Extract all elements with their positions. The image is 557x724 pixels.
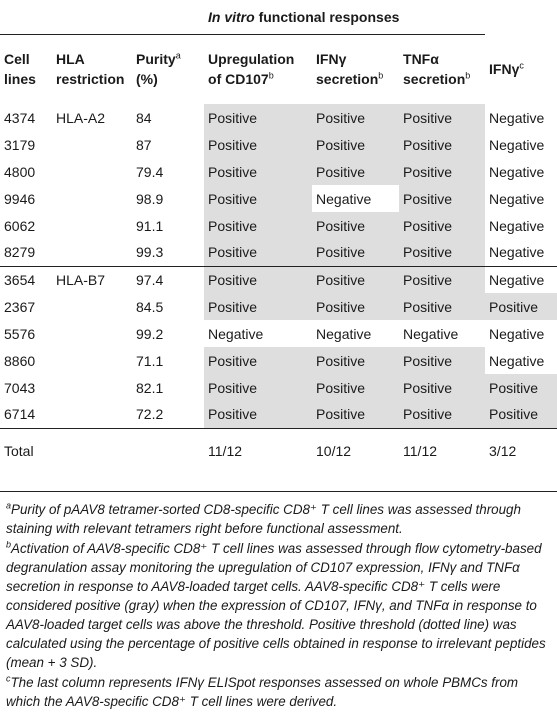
table-row xyxy=(0,239,557,266)
cell-purity: 91.1 xyxy=(136,217,164,234)
cell-ifng-sec: Positive xyxy=(312,158,399,185)
cell-cd107: Positive xyxy=(204,266,312,293)
table-row xyxy=(0,158,557,185)
cell-hla xyxy=(52,293,132,320)
table-bottom-rule xyxy=(0,491,557,492)
cell-ifng-sec: Positive xyxy=(312,293,399,320)
cell-ifng: Negative xyxy=(489,163,545,180)
cell-cell: 3654 xyxy=(0,266,52,293)
table-row xyxy=(0,104,557,131)
cell-cd107: Positive xyxy=(204,212,312,239)
cell-cd107: Positive xyxy=(204,131,312,158)
super-header-text: functional responses xyxy=(258,8,400,25)
cell-hla: HLA-A2 xyxy=(56,109,106,126)
cell-tnfa-sec: Positive xyxy=(399,266,485,293)
cell-purity: 79.4 xyxy=(136,163,164,180)
cell-ifng: Positive xyxy=(485,293,557,320)
cell-tnfa-sec: Positive xyxy=(399,212,485,239)
cell-tnfa-sec: Positive xyxy=(399,104,485,131)
table-row xyxy=(0,266,557,293)
cell-cell: 4800 xyxy=(4,163,36,180)
cell-cell: 6062 xyxy=(4,217,36,234)
cell-cd107: Positive xyxy=(204,185,312,212)
cell-ifng: Negative xyxy=(489,325,545,342)
cell-purity: 99.3 xyxy=(136,244,164,261)
super-header xyxy=(204,0,485,34)
cell-ifng: Negative xyxy=(489,217,545,234)
total-row xyxy=(0,428,557,474)
cell-tnfa-sec: Positive xyxy=(399,158,485,185)
cell-tnfa-sec: Positive xyxy=(399,131,485,158)
cell-tnfa-sec: Negative xyxy=(403,325,459,342)
total-label: Total xyxy=(0,428,52,474)
cell-cd107: Positive xyxy=(204,104,312,131)
cell-cd107: Positive xyxy=(204,239,312,266)
table-row xyxy=(0,212,557,239)
cell-ifng: Negative xyxy=(485,266,557,293)
cell-cell: 8279 xyxy=(4,244,36,261)
table-row xyxy=(0,374,557,401)
cell-tnfa-sec: Positive xyxy=(399,401,485,428)
cell-ifng-sec: Positive xyxy=(312,374,399,401)
total-tnfa-secretion: 11/12 xyxy=(399,428,485,474)
cell-purity: 97.4 xyxy=(132,266,204,293)
total-cd107: 11/12 xyxy=(204,428,312,474)
cell-ifng-sec: Positive xyxy=(312,239,399,266)
cell-purity: 72.2 xyxy=(136,406,164,423)
cell-cell: 2367 xyxy=(4,298,36,315)
footnote-a: $^a$Purity of pAAV8 tetramer-sorted CD8-specific CD8⁺ T cell lines was assessed through staining with relevant tetramers right before functional assessment. xyxy=(6,500,521,536)
cell-ifng-sec: Negative xyxy=(316,190,372,207)
header-purity: Purity$^a$ (%) xyxy=(136,50,181,88)
cell-cell: 7043 xyxy=(4,379,36,396)
cell-ifng-sec: Positive xyxy=(312,266,399,293)
table-row xyxy=(0,347,557,374)
cell-purity: 98.9 xyxy=(136,190,164,207)
cell-ifng: Negative xyxy=(489,190,545,207)
cell-purity: 84.5 xyxy=(136,298,164,315)
header-tnfa-secretion: TNFα secretion$^b$ xyxy=(403,51,471,88)
cell-ifng: Negative xyxy=(489,352,545,369)
total-ifng-secretion: 10/12 xyxy=(312,428,399,474)
super-header-row xyxy=(0,0,557,34)
cell-purity: 71.1 xyxy=(136,352,164,369)
cell-hla xyxy=(52,320,132,347)
cell-tnfa-sec: Positive xyxy=(399,239,485,266)
cell-tnfa-sec: Positive xyxy=(399,374,485,401)
cell-cell: 4374 xyxy=(4,109,36,126)
super-header-italic: In vitro xyxy=(208,8,255,25)
cell-cell: 9946 xyxy=(4,190,36,207)
cell-purity: 99.2 xyxy=(136,325,164,342)
cell-ifng-sec: Positive xyxy=(312,212,399,239)
footnote-b: $^b$Activation of AAV8-specific CD8⁺ T cell lines was assessed through flow cytometry-based degranulation assay monitoring the upregulation of CD107 expression, IFNγ and TNFα secretion in response to AAV8-loaded target cells. AAV8-specific CD8⁺ T cells were considered positive (gray) when the expression of CD107, IFNγ, and TNFα in response to AAV8-loaded target cells was above the threshold. Positive threshold (dotted line) was calculated using the percentage of positive cells obtained in response to irrelevant peptides (mean + 3 SD). xyxy=(6,539,546,670)
cell-purity: 87 xyxy=(136,136,152,153)
cell-cell: 5576 xyxy=(4,325,36,342)
total-ifng: 3/12 xyxy=(485,428,557,474)
cell-cd107: Positive xyxy=(204,293,312,320)
cell-hla xyxy=(52,212,132,239)
cell-ifng: Positive xyxy=(485,374,557,401)
table-row xyxy=(0,131,557,158)
cell-ifng-sec: Positive xyxy=(312,401,399,428)
footnotes xyxy=(6,500,554,712)
header-cell-lines: Cell lines xyxy=(4,51,36,88)
cell-tnfa-sec: Positive xyxy=(399,347,485,374)
table-row xyxy=(0,401,557,428)
cell-cell: 3179 xyxy=(4,136,36,153)
table-row xyxy=(0,185,557,212)
cell-ifng: Negative xyxy=(489,244,545,261)
cell-cd107: Positive xyxy=(204,401,312,428)
footnote-c: $^c$The last column represents IFNγ ELISpot responses assessed on whole PBMCs from which the AAV8-specific CD8⁺ T cell lines were derived. xyxy=(6,673,519,709)
header-row xyxy=(0,34,557,104)
cell-cd107: Positive xyxy=(204,158,312,185)
table-row xyxy=(0,293,557,320)
table-row xyxy=(0,320,557,347)
cell-ifng: Negative xyxy=(489,136,545,153)
cell-purity: 82.1 xyxy=(136,379,164,396)
cell-ifng: Positive xyxy=(485,401,557,428)
header-cd107: Upregulation of CD107$^b$ xyxy=(208,51,295,88)
cell-cd107: Positive xyxy=(204,374,312,401)
cell-ifng: Negative xyxy=(489,109,545,126)
cell-hla xyxy=(52,347,132,374)
cell-cd107: Negative xyxy=(208,325,264,342)
cell-cell: 8860 xyxy=(4,352,36,369)
cell-cell: 6714 xyxy=(4,406,36,423)
table-body xyxy=(0,104,557,474)
cell-hla xyxy=(52,374,132,401)
cell-ifng-sec: Negative xyxy=(316,325,372,342)
cell-purity: 84 xyxy=(136,109,152,126)
cell-hla xyxy=(52,158,132,185)
header-ifng: IFNγ$^c$ xyxy=(489,60,524,77)
header-ifng-secretion: IFNγ secretion$^b$ xyxy=(316,51,384,88)
cell-hla xyxy=(52,185,132,212)
cell-hla xyxy=(52,131,132,158)
cell-cd107: Positive xyxy=(204,347,312,374)
cell-tnfa-sec: Positive xyxy=(399,185,485,212)
cell-hla: HLA-B7 xyxy=(52,266,132,293)
cell-ifng-sec: Positive xyxy=(312,347,399,374)
cell-ifng-sec: Positive xyxy=(312,104,399,131)
cell-tnfa-sec: Positive xyxy=(399,293,485,320)
header-hla: HLA restriction xyxy=(56,51,125,88)
cell-hla xyxy=(52,401,132,428)
cell-hla xyxy=(52,239,132,266)
cell-ifng-sec: Positive xyxy=(312,131,399,158)
